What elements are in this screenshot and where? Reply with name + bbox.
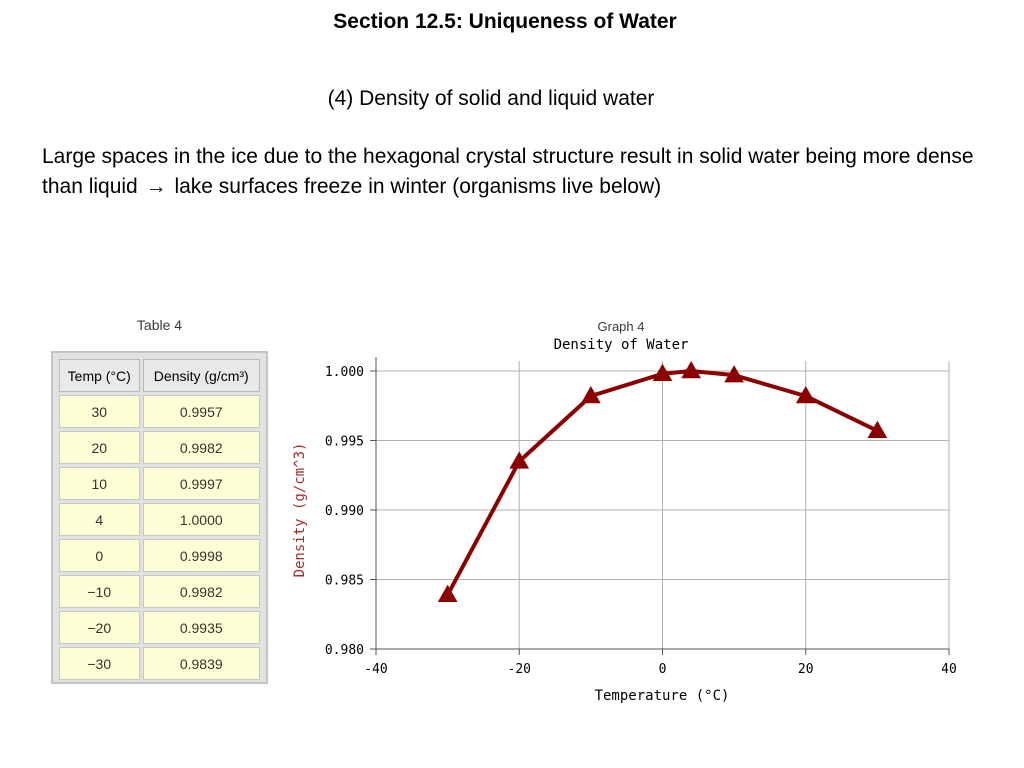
temp-cell: 10 — [59, 467, 140, 500]
data-point-marker — [439, 586, 457, 602]
table-row — [59, 539, 260, 572]
table-row — [59, 431, 260, 464]
density-cell: 0.9957 — [143, 395, 260, 428]
table-row — [59, 467, 260, 500]
chart-title: Density of Water — [553, 337, 689, 353]
temp-cell: 30 — [59, 395, 140, 428]
x-tick-label: 20 — [797, 662, 814, 677]
slide-subtitle: (4) Density of solid and liquid water — [327, 87, 655, 110]
table-row — [59, 647, 260, 680]
x-tick-label: 40 — [941, 662, 957, 677]
temp-cell: 4 — [59, 503, 140, 536]
table-row — [59, 611, 260, 644]
temp-cell: 0 — [59, 539, 140, 572]
y-tick-label: 0.995 — [324, 434, 364, 450]
table-row — [59, 575, 260, 608]
chart-caption: Graph 4 — [597, 319, 645, 334]
x-tick-label: -40 — [364, 662, 388, 677]
x-axis-title: Temperature (°C) — [594, 688, 730, 704]
column-header-temp: Temp (°C) — [59, 359, 140, 392]
density-cell: 1.0000 — [143, 503, 260, 536]
density-table-frame — [51, 351, 268, 684]
chart-ticks — [325, 365, 957, 677]
density-cell: 0.9839 — [143, 647, 260, 680]
table-row — [59, 503, 260, 536]
table-row — [59, 395, 260, 428]
density-cell: 0.9982 — [143, 575, 260, 608]
body-text-part1: Large spaces in the ice due to the hexagonal crystal structure result in solid water being more dense than liquid — [42, 145, 974, 198]
y-tick-label: 0.980 — [324, 643, 364, 658]
y-tick-label: 0.985 — [324, 573, 364, 589]
density-table — [56, 356, 263, 683]
density-cell: 0.9997 — [143, 467, 260, 500]
x-tick-label: -20 — [507, 662, 531, 677]
table-header-row — [59, 359, 260, 392]
x-tick-label: 0 — [658, 662, 667, 677]
y-tick-label: 0.990 — [324, 504, 364, 519]
body-paragraph — [42, 142, 1017, 202]
density-cell: 0.9998 — [143, 539, 260, 572]
temp-cell: 20 — [59, 431, 140, 464]
chart-grid — [376, 361, 949, 649]
density-cell: 0.9982 — [143, 431, 260, 464]
temp-cell: −30 — [59, 647, 140, 680]
chart-axes — [370, 357, 949, 655]
density-cell: 0.9935 — [143, 611, 260, 644]
table-caption: Table 4 — [136, 317, 183, 333]
temp-cell: −10 — [59, 575, 140, 608]
y-axis-title: Density (g/cm^3) — [292, 442, 308, 578]
y-tick-label: 1.000 — [324, 365, 364, 380]
density-chart — [282, 312, 962, 712]
body-text-part2: lake surfaces freeze in winter (organisms live below) — [174, 175, 662, 198]
column-header-density: Density (g/cm³) — [143, 359, 260, 392]
temp-cell: −20 — [59, 611, 140, 644]
right-arrow-icon: → — [145, 175, 167, 198]
slide-title: Section 12.5: Uniqueness of Water — [333, 10, 677, 33]
